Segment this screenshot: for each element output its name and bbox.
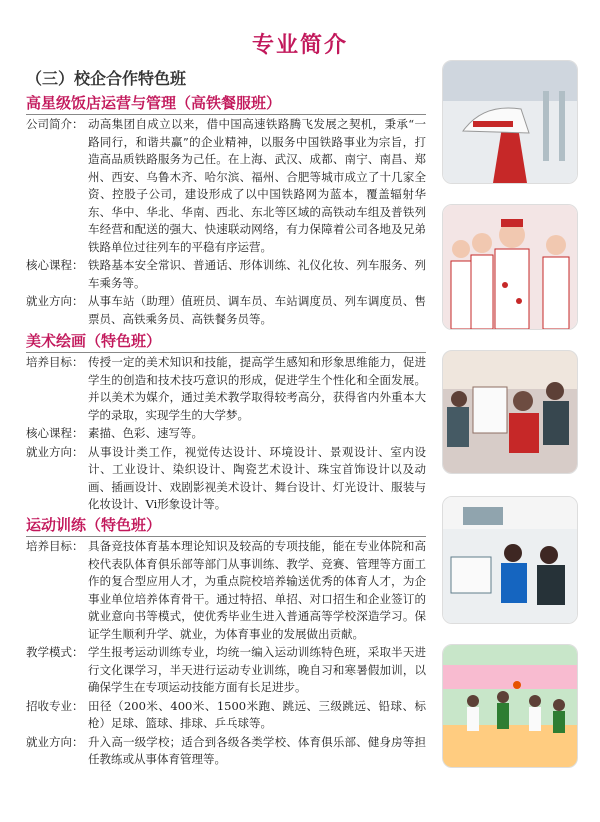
info-row: [26, 444, 426, 514]
info-row: [26, 644, 426, 697]
program-railway-service: [26, 92, 426, 328]
row-label: 就业方向：: [26, 294, 84, 308]
info-row: [26, 538, 426, 643]
row-label: 公司简介：: [26, 117, 84, 131]
row-label: 培养目标：: [26, 355, 84, 369]
info-row: [26, 734, 426, 769]
art-class-photo: [442, 350, 578, 474]
row-text: 素描、色彩、速写等。: [88, 426, 203, 440]
info-row: [26, 354, 426, 424]
train-hall-photo: [442, 60, 578, 184]
row-label: 就业方向：: [26, 734, 84, 749]
row-label: 教学模式：: [26, 645, 84, 659]
program-title: 运动训练（特色班）: [26, 514, 426, 537]
info-row: [26, 425, 426, 443]
row-label: 就业方向：: [26, 444, 84, 459]
drawing-class-photo: [442, 496, 578, 624]
program-sports-training: [26, 514, 426, 769]
program-title: 美术绘画（特色班）: [26, 330, 426, 353]
row-text: 田径（200米、400米、1500米跑、跳远、三级跳远、铅球、标枪）足球、篮球、排球、乒乓球等。: [88, 698, 426, 730]
basketball-photo: [442, 644, 578, 768]
row-label: 招收专业：: [26, 698, 84, 713]
row-text: 从事车站（助理）值班员、调车员、车站调度员、列车调度员、售票员、高铁乘务员、高铁餐务员等。: [88, 294, 426, 326]
row-text: 铁路基本安全常识、普通话、形体训练、礼仪化妆、列车服务、列车乘务等。: [88, 258, 426, 290]
page-title: 专业简介: [251, 33, 348, 58]
row-text: 从事设计类工作，视觉传达设计、环境设计、景观设计、室内设计、工业设计、染织设计、陶瓷艺术设计、珠宝首饰设计以及动画、插画设计、戏剧影视美术设计、舞台设计、灯光设计、服装与化妆设计、Vi形象设计等。: [88, 444, 426, 511]
row-text: 传授一定的美术知识和技能，提高学生感知和形象思维能力，促进学生的创造和技术技巧意识的形成，促进学生个性化和全面发展。并以美术为媒介，通过美术教学取得较考高分，获得省内外重本大学的录取，实现学生的大学梦。: [88, 355, 426, 422]
attendants-photo: [442, 204, 578, 330]
row-text: 学生报考运动训练专业，均统一编入运动训练特色班，采取半天进行文化课学习，半天进行运动专业训练，晚自习和寒暑假加训，以确保学生在专项运动技能方面有长足进步。: [88, 645, 426, 694]
row-text: 升入高一级学校；适合到各级各类学校、体育俱乐部、健身房等担任教练或从事体育管理等。: [88, 734, 426, 766]
info-row: [26, 293, 426, 328]
info-row: [26, 698, 426, 733]
section-heading: （三）校企合作特色班: [26, 69, 187, 88]
row-label: 核心课程：: [26, 426, 84, 440]
row-label: 核心课程：: [26, 258, 84, 272]
program-title: 高星级饭店运营与管理（高铁餐服班）: [26, 92, 426, 115]
program-fine-arts: [26, 330, 426, 514]
row-text: 具备竞技体育基本理论知识及较高的专项技能，能在专业体院和高校代表队体育俱乐部等部门从事训练、教学、竞赛、管理等方面工作的复合型应用人才，为重点院校培养输送优秀的体育人才，为企事业单位培养体育骨干。通过特招、单招、对口招生和企业签订的就业意向书等模式，使优秀毕业生进入普通高等学校深造学习。保证学生顺利升学、就业，为体育事业的发展做出贡献。: [88, 539, 426, 641]
row-label: 培养目标：: [26, 539, 84, 553]
info-row: [26, 116, 426, 256]
info-row: [26, 257, 426, 292]
row-text: 动高集团自成立以来，借中国高速铁路腾飞发展之契机，秉承“一路同行，和谐共赢”的企业精神，以服务中国铁路事业为宗旨，打造高品质铁路服务为己任。在上海、武汉、成都、南宁、南昌、郑州、西安、乌鲁木齐、哈尔滨、福州、合肥等城市成立了十几家全资、控股子公司，建设形成了以中国铁路网为蓝本，覆盖辐射华东、华中、华北、华南、西北、东北等区域的高铁动车组及普铁列车经营和配送的强大、快速联动网络，有力保障着公司各地及兄弟铁路单位过往列车的平稳有序运营。: [88, 117, 426, 254]
